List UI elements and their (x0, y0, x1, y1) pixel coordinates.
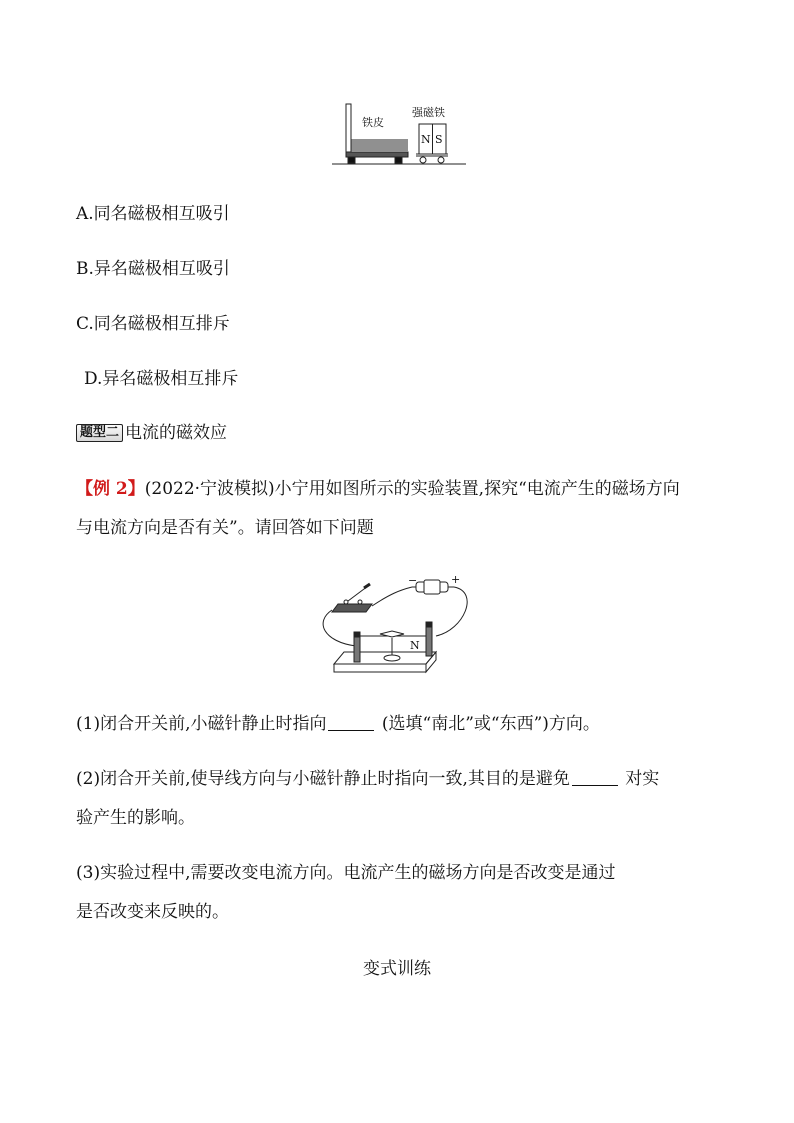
section-heading (76, 421, 227, 445)
question-1 (76, 712, 600, 736)
q2-text-b: 对实 (619, 769, 660, 789)
practice-heading: 变式训练 (363, 959, 431, 979)
example-line-2: 与电流方向是否有关”。请回答如下问题 (76, 518, 374, 538)
north-label: N (410, 639, 420, 652)
option-a: A.同名磁极相互吸引 (76, 204, 230, 224)
option-d: D.异名磁极相互排斥 (84, 369, 239, 389)
example-tag: 【例 2】 (76, 479, 145, 499)
section-title: 电流的磁效应 (125, 423, 228, 443)
option-b: B.异名磁极相互吸引 (76, 259, 230, 279)
pole-n-label: N (421, 133, 431, 146)
example-text-1: (2022·宁波模拟)小宁用如图所示的实验装置,探究“电流产生的磁场方向 (144, 479, 680, 499)
magnet-label: 强磁铁 (412, 106, 445, 119)
iron-label: 铁皮 (362, 116, 384, 129)
question-3-cont: 是否改变来反映的。 (76, 902, 229, 922)
circuit-compass-figure (320, 572, 470, 682)
q1-blank[interactable] (328, 714, 374, 731)
q2-text-a: (2)闭合开关前,使导线方向与小磁针静止时指向一致,其目的是避免 (76, 769, 570, 789)
minus-label: − (408, 574, 418, 587)
q2-blank[interactable] (572, 769, 618, 786)
pole-s-label: S (435, 133, 443, 146)
example-line-1 (76, 477, 680, 501)
option-c: C.同名磁极相互排斥 (76, 314, 230, 334)
iron-magnet-figure (328, 100, 468, 170)
plus-label: + (451, 573, 461, 586)
q1-text-a: (1)闭合开关前,小磁针静止时指向 (76, 714, 327, 734)
question-2 (76, 767, 659, 791)
q1-text-b: (选填“南北”或“东西”)方向。 (376, 714, 600, 734)
question-3: (3)实验过程中,需要改变电流方向。电流产生的磁场方向是否改变是通过 (76, 863, 616, 883)
question-2-cont: 验产生的影响。 (76, 808, 195, 828)
section-tag: 题型二 (76, 424, 123, 442)
